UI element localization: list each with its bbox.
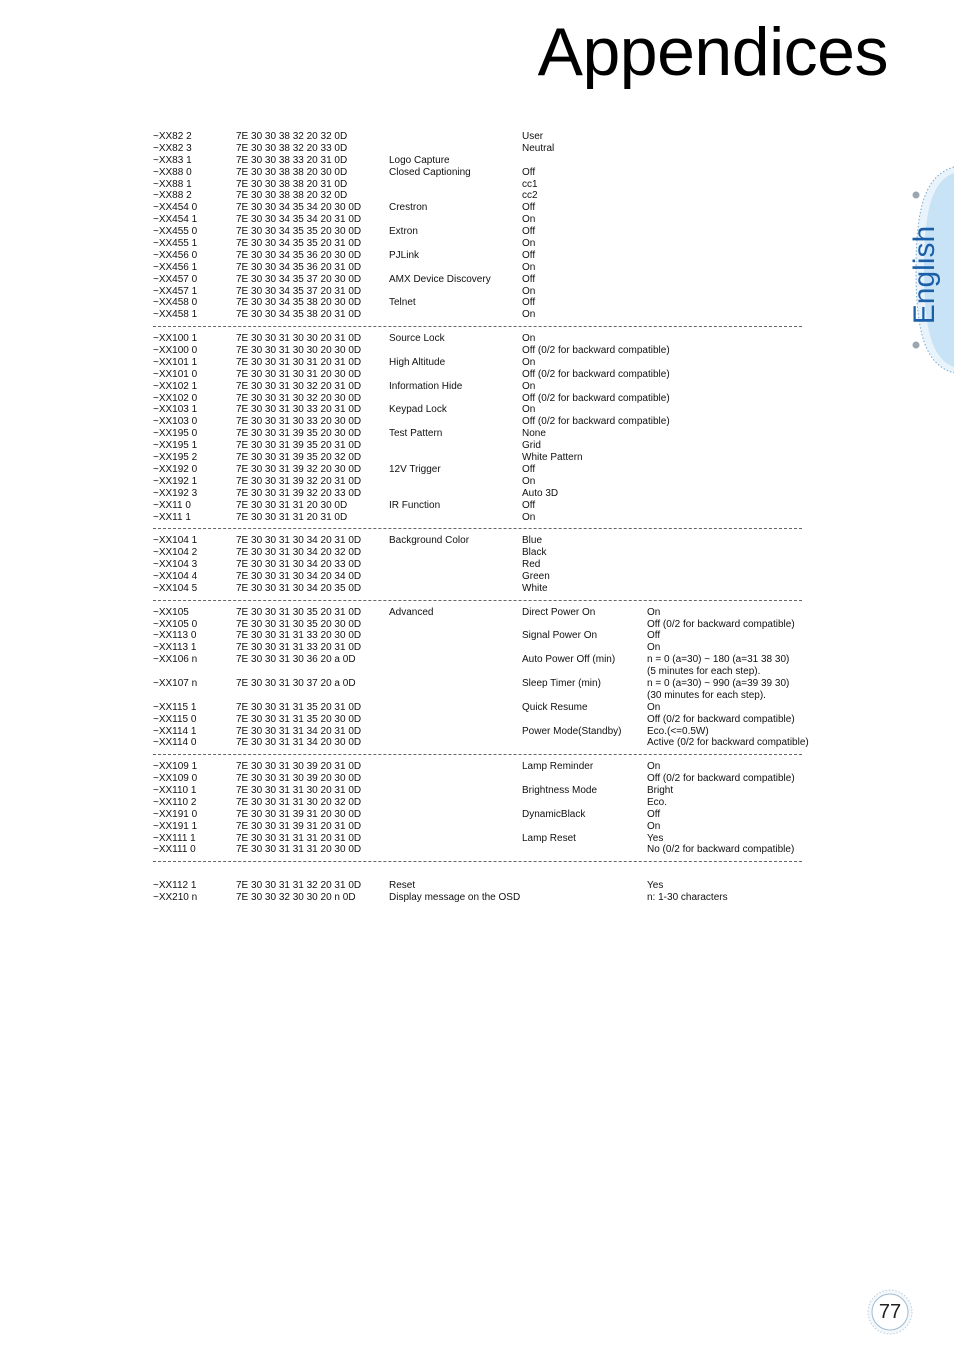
ascii-hex-cell: 7E 30 30 31 39 35 20 30 0D <box>236 428 362 440</box>
table-row <box>153 309 815 321</box>
command-table <box>153 131 815 904</box>
blank-row <box>153 868 815 880</box>
table-row <box>153 274 815 286</box>
table-row <box>153 833 815 845</box>
table-row <box>153 797 815 809</box>
table-row <box>153 500 815 512</box>
value-cell: Off <box>522 166 536 178</box>
ascii-hex-cell: 7E 30 30 31 30 34 20 31 0D <box>236 535 362 547</box>
command-code-cell: ~XX454 0 <box>153 202 198 214</box>
command-code-cell: ~XX456 1 <box>153 261 198 273</box>
ascii-hex-cell: 7E 30 30 31 31 33 20 31 0D <box>236 642 362 654</box>
table-row <box>153 250 815 262</box>
function-name-cell: Advanced <box>389 606 434 618</box>
table-row <box>153 702 815 714</box>
table-row <box>153 571 815 583</box>
value-cell: Off <box>522 273 536 285</box>
table-row <box>153 654 815 666</box>
function-name-cell: Reset <box>389 880 416 892</box>
table-row <box>153 333 815 345</box>
value-cell: On <box>522 238 536 250</box>
ascii-hex-cell: 7E 30 30 31 30 32 20 31 0D <box>236 380 362 392</box>
setting-value-cell: Eco.(<=0.5W) <box>647 725 709 737</box>
setting-value-cell: On <box>647 642 661 654</box>
ascii-hex-cell: 7E 30 30 38 33 20 31 0D <box>236 154 348 166</box>
ascii-hex-cell: 7E 30 30 31 31 34 20 31 0D <box>236 725 362 737</box>
command-code-cell: ~XX115 0 <box>153 713 197 725</box>
setting-value-cell: On <box>647 606 661 618</box>
setting-value-cell: On <box>647 701 661 713</box>
ascii-hex-cell: 7E 30 30 31 31 30 20 31 0D <box>236 784 362 796</box>
command-code-cell: ~XX111 1 <box>153 832 196 844</box>
setting-value-cell: Off (0/2 for backward compatible) <box>647 773 795 785</box>
value-cell: cc2 <box>522 190 538 202</box>
table-row <box>153 559 815 571</box>
value-cell: Red <box>522 559 541 571</box>
value-cell: Black <box>522 547 547 559</box>
command-code-cell: ~XX192 1 <box>153 475 198 487</box>
table-row <box>153 214 815 226</box>
ascii-hex-cell: 7E 30 30 31 31 30 20 32 0D <box>236 796 362 808</box>
function-name-cell: 12V Trigger <box>389 463 441 475</box>
ascii-hex-cell: 7E 30 30 31 30 35 20 30 0D <box>236 618 362 630</box>
function-name-cell: High Altitude <box>389 356 446 368</box>
page-title: Appendices <box>537 14 888 90</box>
command-code-cell: ~XX113 1 <box>153 642 197 654</box>
command-code-cell: ~XX88 1 <box>153 178 192 190</box>
value-cell: On <box>522 475 536 487</box>
value-cell: On <box>522 356 536 368</box>
value-cell: On <box>522 214 536 226</box>
function-name-cell: Source Lock <box>389 333 445 345</box>
table-row <box>153 238 815 250</box>
ascii-hex-cell: 7E 30 30 31 30 31 20 31 0D <box>236 356 362 368</box>
table-row <box>153 404 815 416</box>
value-cell: Off <box>522 226 536 238</box>
table-row <box>153 583 815 595</box>
setting-value-cell: n = 0 (a=30) ~ 180 (a=31 38 30) <box>647 654 790 666</box>
value-cell: DynamicBlack <box>522 808 586 820</box>
command-code-cell: ~XX109 0 <box>153 773 198 785</box>
setting-value-cell: Off <box>647 630 661 642</box>
command-code-cell: ~XX104 5 <box>153 582 198 594</box>
ascii-hex-cell: 7E 30 30 31 30 30 20 30 0D <box>236 345 362 357</box>
ascii-hex-cell: 7E 30 30 34 35 38 20 30 0D <box>236 297 362 309</box>
value-cell: Auto 3D <box>522 487 559 499</box>
ascii-hex-cell: 7E 30 30 31 31 20 30 0D <box>236 499 348 511</box>
value-cell: Lamp Reminder <box>522 761 594 773</box>
command-code-cell: ~XX112 1 <box>153 880 197 892</box>
ascii-hex-cell: 7E 30 30 31 31 35 20 31 0D <box>236 701 362 713</box>
command-code-cell: ~XX102 0 <box>153 392 198 404</box>
setting-value-cell: n = 0 (a=30) ~ 990 (a=39 39 30) <box>647 677 790 689</box>
table-row <box>153 535 815 547</box>
ascii-hex-cell: 7E 30 30 38 38 20 32 0D <box>236 190 348 202</box>
table-row <box>153 690 815 702</box>
ascii-hex-cell: 7E 30 30 31 30 34 20 33 0D <box>236 559 362 571</box>
value-cell: User <box>522 131 544 142</box>
ascii-hex-cell: 7E 30 30 31 31 32 20 31 0D <box>236 880 362 892</box>
value-cell: Neutral <box>522 142 555 154</box>
command-code-cell: ~XX455 1 <box>153 238 198 250</box>
command-code-cell: ~XX82 3 <box>153 142 192 154</box>
ascii-hex-cell: 7E 30 30 38 38 20 31 0D <box>236 178 348 190</box>
command-code-cell: ~XX457 1 <box>153 285 198 297</box>
value-cell: On <box>522 380 536 392</box>
function-name-cell: IR Function <box>389 499 441 511</box>
setting-value-cell: Off (0/2 for backward compatible) <box>647 618 795 630</box>
function-name-cell: Test Pattern <box>389 428 443 440</box>
command-code-cell: ~XX104 1 <box>153 535 198 547</box>
ascii-hex-cell: 7E 30 30 31 31 35 20 30 0D <box>236 713 362 725</box>
ascii-hex-cell: 7E 30 30 31 30 39 20 30 0D <box>236 773 362 785</box>
ascii-hex-cell: 7E 30 30 31 39 35 20 31 0D <box>236 440 362 452</box>
table-row <box>153 666 815 678</box>
table-row <box>153 512 815 524</box>
ascii-hex-cell: 7E 30 30 31 39 32 20 30 0D <box>236 463 362 475</box>
table-row <box>153 179 815 191</box>
command-code-cell: ~XX83 1 <box>153 154 192 166</box>
table-row <box>153 844 815 856</box>
value-cell: White <box>522 582 548 594</box>
table-row <box>153 452 815 464</box>
value-cell: Brightness Mode <box>522 784 598 796</box>
setting-value-cell: Active (0/2 for backward compatible) <box>647 737 809 749</box>
value-cell: Lamp Reset <box>522 832 576 844</box>
setting-value-cell: Yes <box>647 880 664 892</box>
command-code-cell: ~XX457 0 <box>153 273 198 285</box>
ascii-hex-cell: 7E 30 30 31 39 35 20 32 0D <box>236 452 362 464</box>
command-code-cell: ~XX104 3 <box>153 559 198 571</box>
ascii-hex-cell: 7E 30 30 31 39 31 20 31 0D <box>236 820 362 832</box>
ascii-hex-cell: 7E 30 30 34 35 37 20 31 0D <box>236 285 362 297</box>
value-cell: On <box>522 333 536 345</box>
table-row <box>153 357 815 369</box>
language-label <box>908 225 941 325</box>
function-name-cell: AMX Device Discovery <box>389 273 491 285</box>
command-code-cell: ~XX210 n <box>153 892 198 903</box>
value-cell: On <box>522 309 536 321</box>
table-row <box>153 428 815 440</box>
ascii-hex-cell: 7E 30 30 34 35 38 20 31 0D <box>236 309 362 321</box>
table-row <box>153 155 815 167</box>
command-code-cell: ~XX191 1 <box>153 820 198 832</box>
table-row <box>153 714 815 726</box>
command-code-cell: ~XX100 0 <box>153 345 198 357</box>
table-row <box>153 369 815 381</box>
ascii-hex-cell: 7E 30 30 34 35 34 20 31 0D <box>236 214 362 226</box>
command-code-cell: ~XX105 <box>153 606 189 618</box>
setting-value-cell: (5 minutes for each step). <box>647 666 761 678</box>
table-row <box>153 297 815 309</box>
value-cell: Off <box>522 463 536 475</box>
value-cell: Blue <box>522 535 543 547</box>
value-cell: Green <box>522 570 550 582</box>
value-cell: Off <box>522 202 536 214</box>
ascii-hex-cell: 7E 30 30 34 35 35 20 31 0D <box>236 238 362 250</box>
language-label-text: English <box>908 225 941 325</box>
table-row <box>153 262 815 274</box>
table-row <box>153 726 815 738</box>
setting-value-cell: (30 minutes for each step). <box>647 689 766 701</box>
ascii-hex-cell: 7E 30 30 38 38 20 30 0D <box>236 166 348 178</box>
ascii-hex-cell: 7E 30 30 34 35 37 20 30 0D <box>236 273 362 285</box>
function-name-cell: Display message on the OSD <box>389 892 521 903</box>
table-row <box>153 286 815 298</box>
value-cell: On <box>522 261 536 273</box>
command-code-cell: ~XX454 1 <box>153 214 198 226</box>
command-code-cell: ~XX114 0 <box>153 737 197 749</box>
table-row <box>153 547 815 559</box>
value-cell: Grid <box>522 440 541 452</box>
value-cell: None <box>522 428 546 440</box>
value-cell: Sleep Timer (min) <box>522 677 601 689</box>
ascii-hex-cell: 7E 30 30 38 32 20 32 0D <box>236 131 348 142</box>
function-name-cell: Information Hide <box>389 380 463 392</box>
ascii-hex-cell: 7E 30 30 34 35 35 20 30 0D <box>236 226 362 238</box>
value-cell: Power Mode(Standby) <box>522 725 622 737</box>
function-name-cell: Keypad Lock <box>389 404 447 416</box>
ascii-hex-cell: 7E 30 30 34 35 36 20 30 0D <box>236 249 362 261</box>
ascii-hex-cell: 7E 30 30 38 32 20 33 0D <box>236 142 348 154</box>
ascii-hex-cell: 7E 30 30 31 39 32 20 31 0D <box>236 475 362 487</box>
table-row <box>153 416 815 428</box>
setting-value-cell: Bright <box>647 784 674 796</box>
ascii-hex-cell: 7E 30 30 31 31 20 31 0D <box>236 511 348 523</box>
function-name-cell: Logo Capture <box>389 154 450 166</box>
command-code-cell: ~XX456 0 <box>153 249 198 261</box>
table-row <box>153 785 815 797</box>
ascii-hex-cell: 7E 30 30 31 30 31 20 30 0D <box>236 368 362 380</box>
ascii-hex-cell: 7E 30 30 34 35 36 20 31 0D <box>236 261 362 273</box>
function-name-cell: Background Color <box>389 535 470 547</box>
function-name-cell: Extron <box>389 226 418 238</box>
table-row <box>153 761 815 773</box>
command-code-cell: ~XX115 1 <box>153 701 197 713</box>
command-code-cell: ~XX191 0 <box>153 808 198 820</box>
value-cell: Off (0/2 for backward compatible) <box>522 392 670 404</box>
value-cell: Off <box>522 249 536 261</box>
setting-value-cell: Off (0/2 for backward compatible) <box>647 713 795 725</box>
table-row <box>153 143 815 155</box>
ascii-hex-cell: 7E 30 30 31 30 34 20 34 0D <box>236 570 362 582</box>
function-name-cell: Telnet <box>389 297 416 309</box>
command-code-cell: ~XX104 4 <box>153 570 198 582</box>
setting-value-cell: n: 1-30 characters <box>647 892 728 903</box>
value-cell: Quick Resume <box>522 701 588 713</box>
table-row <box>153 809 815 821</box>
section-divider <box>153 595 815 607</box>
function-name-cell: Crestron <box>389 202 428 214</box>
command-code-cell: ~XX101 1 <box>153 356 198 368</box>
section-divider <box>153 856 815 868</box>
ascii-hex-cell: 7E 30 30 31 30 33 20 31 0D <box>236 404 362 416</box>
command-code-cell: ~XX100 1 <box>153 333 198 345</box>
command-code-cell: ~XX103 1 <box>153 404 198 416</box>
command-code-cell: ~XX105 0 <box>153 618 198 630</box>
ascii-hex-cell: 7E 30 30 31 30 36 20 a 0D <box>236 654 356 666</box>
value-cell: Off (0/2 for backward compatible) <box>522 416 670 428</box>
table-row <box>153 892 815 904</box>
value-cell: White Pattern <box>522 452 583 464</box>
command-code-cell: ~XX192 3 <box>153 487 198 499</box>
ascii-hex-cell: 7E 30 30 31 39 32 20 33 0D <box>236 487 362 499</box>
command-code-cell: ~XX113 0 <box>153 630 197 642</box>
setting-value-cell: No (0/2 for backward compatible) <box>647 844 795 856</box>
section-divider <box>153 321 815 333</box>
ascii-hex-cell: 7E 30 30 34 35 34 20 30 0D <box>236 202 362 214</box>
table-row <box>153 773 815 785</box>
setting-value-cell: On <box>647 820 661 832</box>
setting-value-cell: Yes <box>647 832 664 844</box>
command-code-cell: ~XX11 0 <box>153 499 191 511</box>
ascii-hex-cell: 7E 30 30 31 30 34 20 32 0D <box>236 547 362 559</box>
command-code-cell: ~XX104 2 <box>153 547 198 559</box>
command-code-cell: ~XX101 0 <box>153 368 198 380</box>
ascii-hex-cell: 7E 30 30 31 31 33 20 30 0D <box>236 630 362 642</box>
table-row <box>153 202 815 214</box>
table-row <box>153 464 815 476</box>
command-code-cell: ~XX88 0 <box>153 166 192 178</box>
table-row <box>153 476 815 488</box>
table-row <box>153 737 815 749</box>
ascii-hex-cell: 7E 30 30 31 39 31 20 30 0D <box>236 808 362 820</box>
ascii-hex-cell: 7E 30 30 31 30 32 20 30 0D <box>236 392 362 404</box>
table-row <box>153 393 815 405</box>
table-row <box>153 821 815 833</box>
function-name-cell: PJLink <box>389 249 420 261</box>
value-cell: On <box>522 404 536 416</box>
command-code-cell: ~XX107 n <box>153 677 198 689</box>
command-code-cell: ~XX103 0 <box>153 416 198 428</box>
value-cell: cc1 <box>522 178 538 190</box>
command-code-cell: ~XX109 1 <box>153 761 198 773</box>
table-row <box>153 381 815 393</box>
setting-value-cell: On <box>647 761 661 773</box>
table-row <box>153 642 815 654</box>
value-cell: Off (0/2 for backward compatible) <box>522 368 670 380</box>
table-row <box>153 630 815 642</box>
ascii-hex-cell: 7E 30 30 31 30 37 20 a 0D <box>236 677 356 689</box>
command-code-cell: ~XX111 0 <box>153 844 196 856</box>
table-row <box>153 607 815 619</box>
value-cell: Signal Power On <box>522 630 598 642</box>
setting-value-cell: Eco. <box>647 796 668 808</box>
ascii-hex-cell: 7E 30 30 31 30 33 20 30 0D <box>236 416 362 428</box>
table-row <box>153 345 815 357</box>
value-cell: On <box>522 285 536 297</box>
table-row <box>153 226 815 238</box>
command-code-cell: ~XX110 1 <box>153 784 197 796</box>
value-cell: On <box>522 511 536 523</box>
page-number-text: 77 <box>878 1301 902 1323</box>
command-code-cell: ~XX82 2 <box>153 131 192 142</box>
table-row <box>153 488 815 500</box>
command-code-cell: ~XX114 1 <box>153 725 197 737</box>
command-code-cell: ~XX106 n <box>153 654 198 666</box>
command-code-cell: ~XX455 0 <box>153 226 198 238</box>
command-code-cell: ~XX11 1 <box>153 511 191 523</box>
command-code-cell: ~XX195 1 <box>153 440 198 452</box>
command-code-cell: ~XX458 0 <box>153 297 198 309</box>
section-divider <box>153 523 815 535</box>
table-row <box>153 440 815 452</box>
ascii-hex-cell: 7E 30 30 31 30 35 20 31 0D <box>236 606 362 618</box>
command-code-cell: ~XX195 2 <box>153 452 198 464</box>
page-number <box>866 1288 914 1336</box>
value-cell: Off <box>522 297 536 309</box>
ascii-hex-cell: 7E 30 30 31 31 34 20 30 0D <box>236 737 362 749</box>
ascii-hex-cell: 7E 30 30 31 30 30 20 31 0D <box>236 333 362 345</box>
table-row <box>153 619 815 631</box>
command-code-cell: ~XX195 0 <box>153 428 198 440</box>
ascii-hex-cell: 7E 30 30 32 30 30 20 n 0D <box>236 892 356 903</box>
value-cell: Auto Power Off (min) <box>522 654 616 666</box>
table-row <box>153 880 815 892</box>
setting-value-cell: Off <box>647 808 661 820</box>
function-name-cell: Closed Captioning <box>389 166 471 178</box>
table-row <box>153 131 815 143</box>
value-cell: Direct Power On <box>522 606 596 618</box>
ascii-hex-cell: 7E 30 30 31 31 31 20 30 0D <box>236 844 362 856</box>
command-code-cell: ~XX110 2 <box>153 796 197 808</box>
table-row <box>153 190 815 202</box>
command-code-cell: ~XX192 0 <box>153 463 198 475</box>
command-code-cell: ~XX458 1 <box>153 309 198 321</box>
value-cell: Off (0/2 for backward compatible) <box>522 345 670 357</box>
ascii-hex-cell: 7E 30 30 31 30 34 20 35 0D <box>236 582 362 594</box>
ascii-hex-cell: 7E 30 30 31 30 39 20 31 0D <box>236 761 362 773</box>
ascii-hex-cell: 7E 30 30 31 31 31 20 31 0D <box>236 832 362 844</box>
table-row <box>153 167 815 179</box>
command-code-cell: ~XX88 2 <box>153 190 192 202</box>
table-row <box>153 678 815 690</box>
section-divider <box>153 749 815 761</box>
command-code-cell: ~XX102 1 <box>153 380 198 392</box>
value-cell: Off <box>522 499 536 511</box>
